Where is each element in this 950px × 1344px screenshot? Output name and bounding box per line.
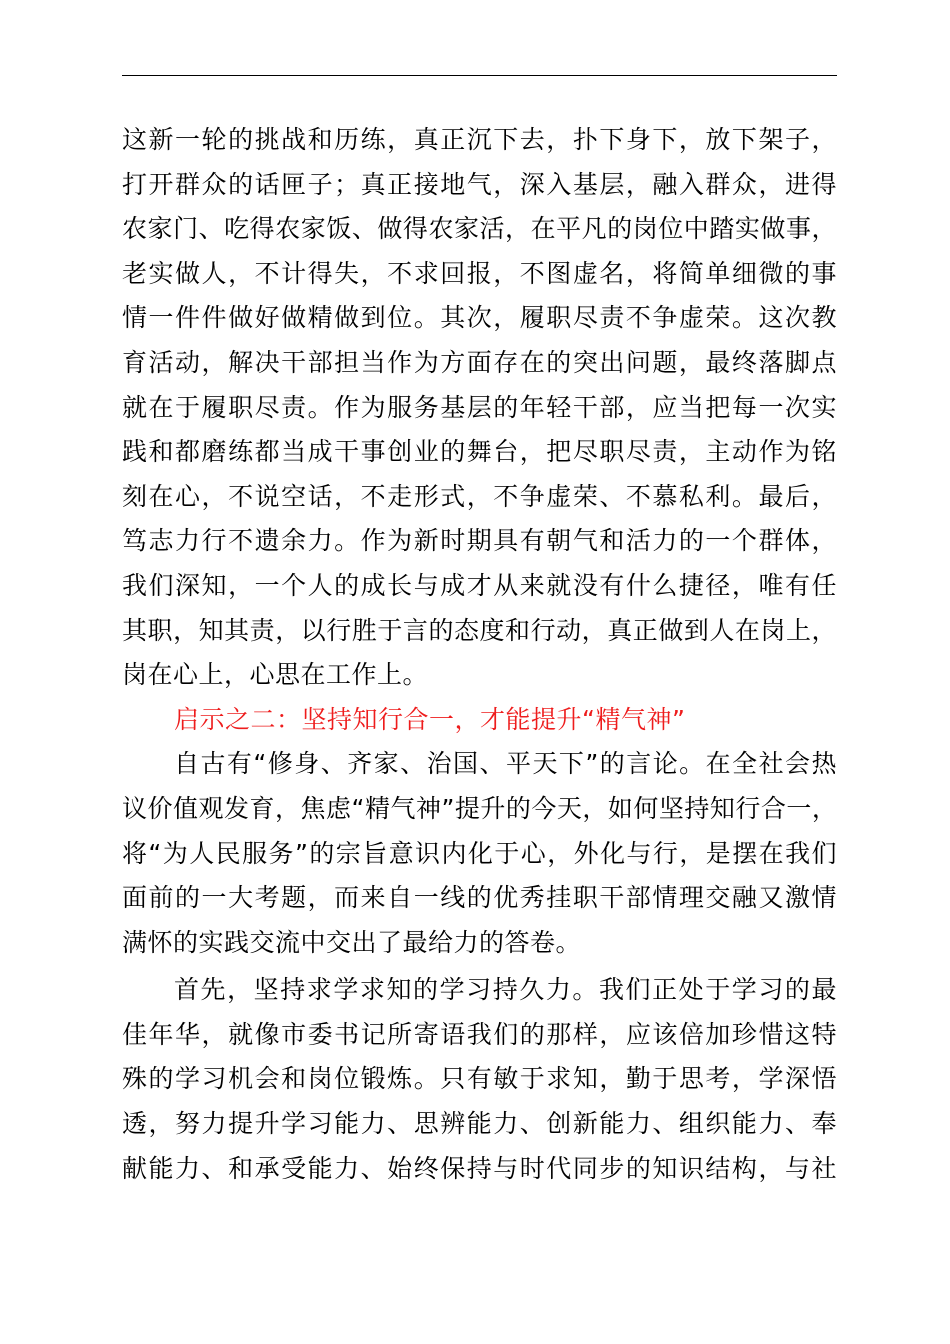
text-line: 这新一轮的挑战和历练，真正沉下去，扑下身下，放下架子， <box>122 125 837 154</box>
text-line: 践和都磨练都当成干事创业的舞台，把尽职尽责，主动作为铭 <box>122 437 837 467</box>
text-line: 首先，坚持求学求知的学习持久力。我们正处于学习的最 <box>174 975 837 1005</box>
text-line: 面前的一大考题，而来自一线的优秀挂职干部情理交融又激情 <box>122 883 837 913</box>
section-heading: 启示之二：坚持知行合一，才能提升“精气神” <box>174 704 686 734</box>
paragraph-3 <box>122 968 837 1191</box>
text-line: 满怀的实践交流中交出了最给力的答卷。 <box>122 927 582 957</box>
text-line: 刻在心，不说空话，不走形式，不争虚荣、不慕私利。最后， <box>122 481 837 511</box>
text-line: 议价值观发育，焦虑“精气神”提升的今天，如何坚持知行合一， <box>122 793 838 823</box>
paragraph-2 <box>122 742 837 965</box>
text-line: 育活动，解决干部担当作为方面存在的突出问题，最终落脚点 <box>122 347 837 377</box>
text-line: 我们深知，一个人的成长与成才从来就没有什么捷径，唯有任 <box>122 570 837 600</box>
text-line: 笃志力行不遗余力。作为新时期具有朝气和活力的一个群体， <box>122 526 837 556</box>
text-line: 就在于履职尽责。作为服务基层的年轻干部，应当把每一次实 <box>122 392 837 422</box>
text-line: 情一件件做好做精做到位。其次，履职尽责不争虚荣。这次教 <box>122 303 837 333</box>
header-rule <box>122 75 837 76</box>
text-line: 岗在心上，心思在工作上。 <box>122 660 429 690</box>
text-line: 殊的学习机会和岗位锻炼。只有敏于求知，勤于思考，学深悟 <box>122 1064 837 1094</box>
text-line: 农家门、吃得农家饭、做得农家活，在平凡的岗位中踏实做事， <box>122 214 837 244</box>
text-line: 透，努力提升学习能力、思辨能力、创新能力、组织能力、奉 <box>122 1109 837 1139</box>
document-body <box>122 118 837 1191</box>
text-line: 老实做人，不计得失，不求回报，不图虚名，将简单细微的事 <box>122 258 837 288</box>
text-line: 打开群众的话匣子；真正接地气，深入基层，融入群众，进得 <box>122 169 837 199</box>
text-line: 将“为人民服务”的宗旨意识内化于心，外化与行，是摆在我们 <box>122 838 837 868</box>
text-line: 佳年华，就像市委书记所寄语我们的那样，应该倍加珍惜这特 <box>122 1019 837 1049</box>
text-line: 自古有“修身、齐家、治国、平天下”的言论。在全社会热 <box>174 749 837 779</box>
text-line: 其职，知其责，以行胜于言的态度和行动，真正做到人在岗上， <box>122 615 837 645</box>
text-line: 献能力、和承受能力、始终保持与时代同步的知识结构，与社 <box>122 1153 837 1183</box>
paragraph-1 <box>122 118 837 698</box>
